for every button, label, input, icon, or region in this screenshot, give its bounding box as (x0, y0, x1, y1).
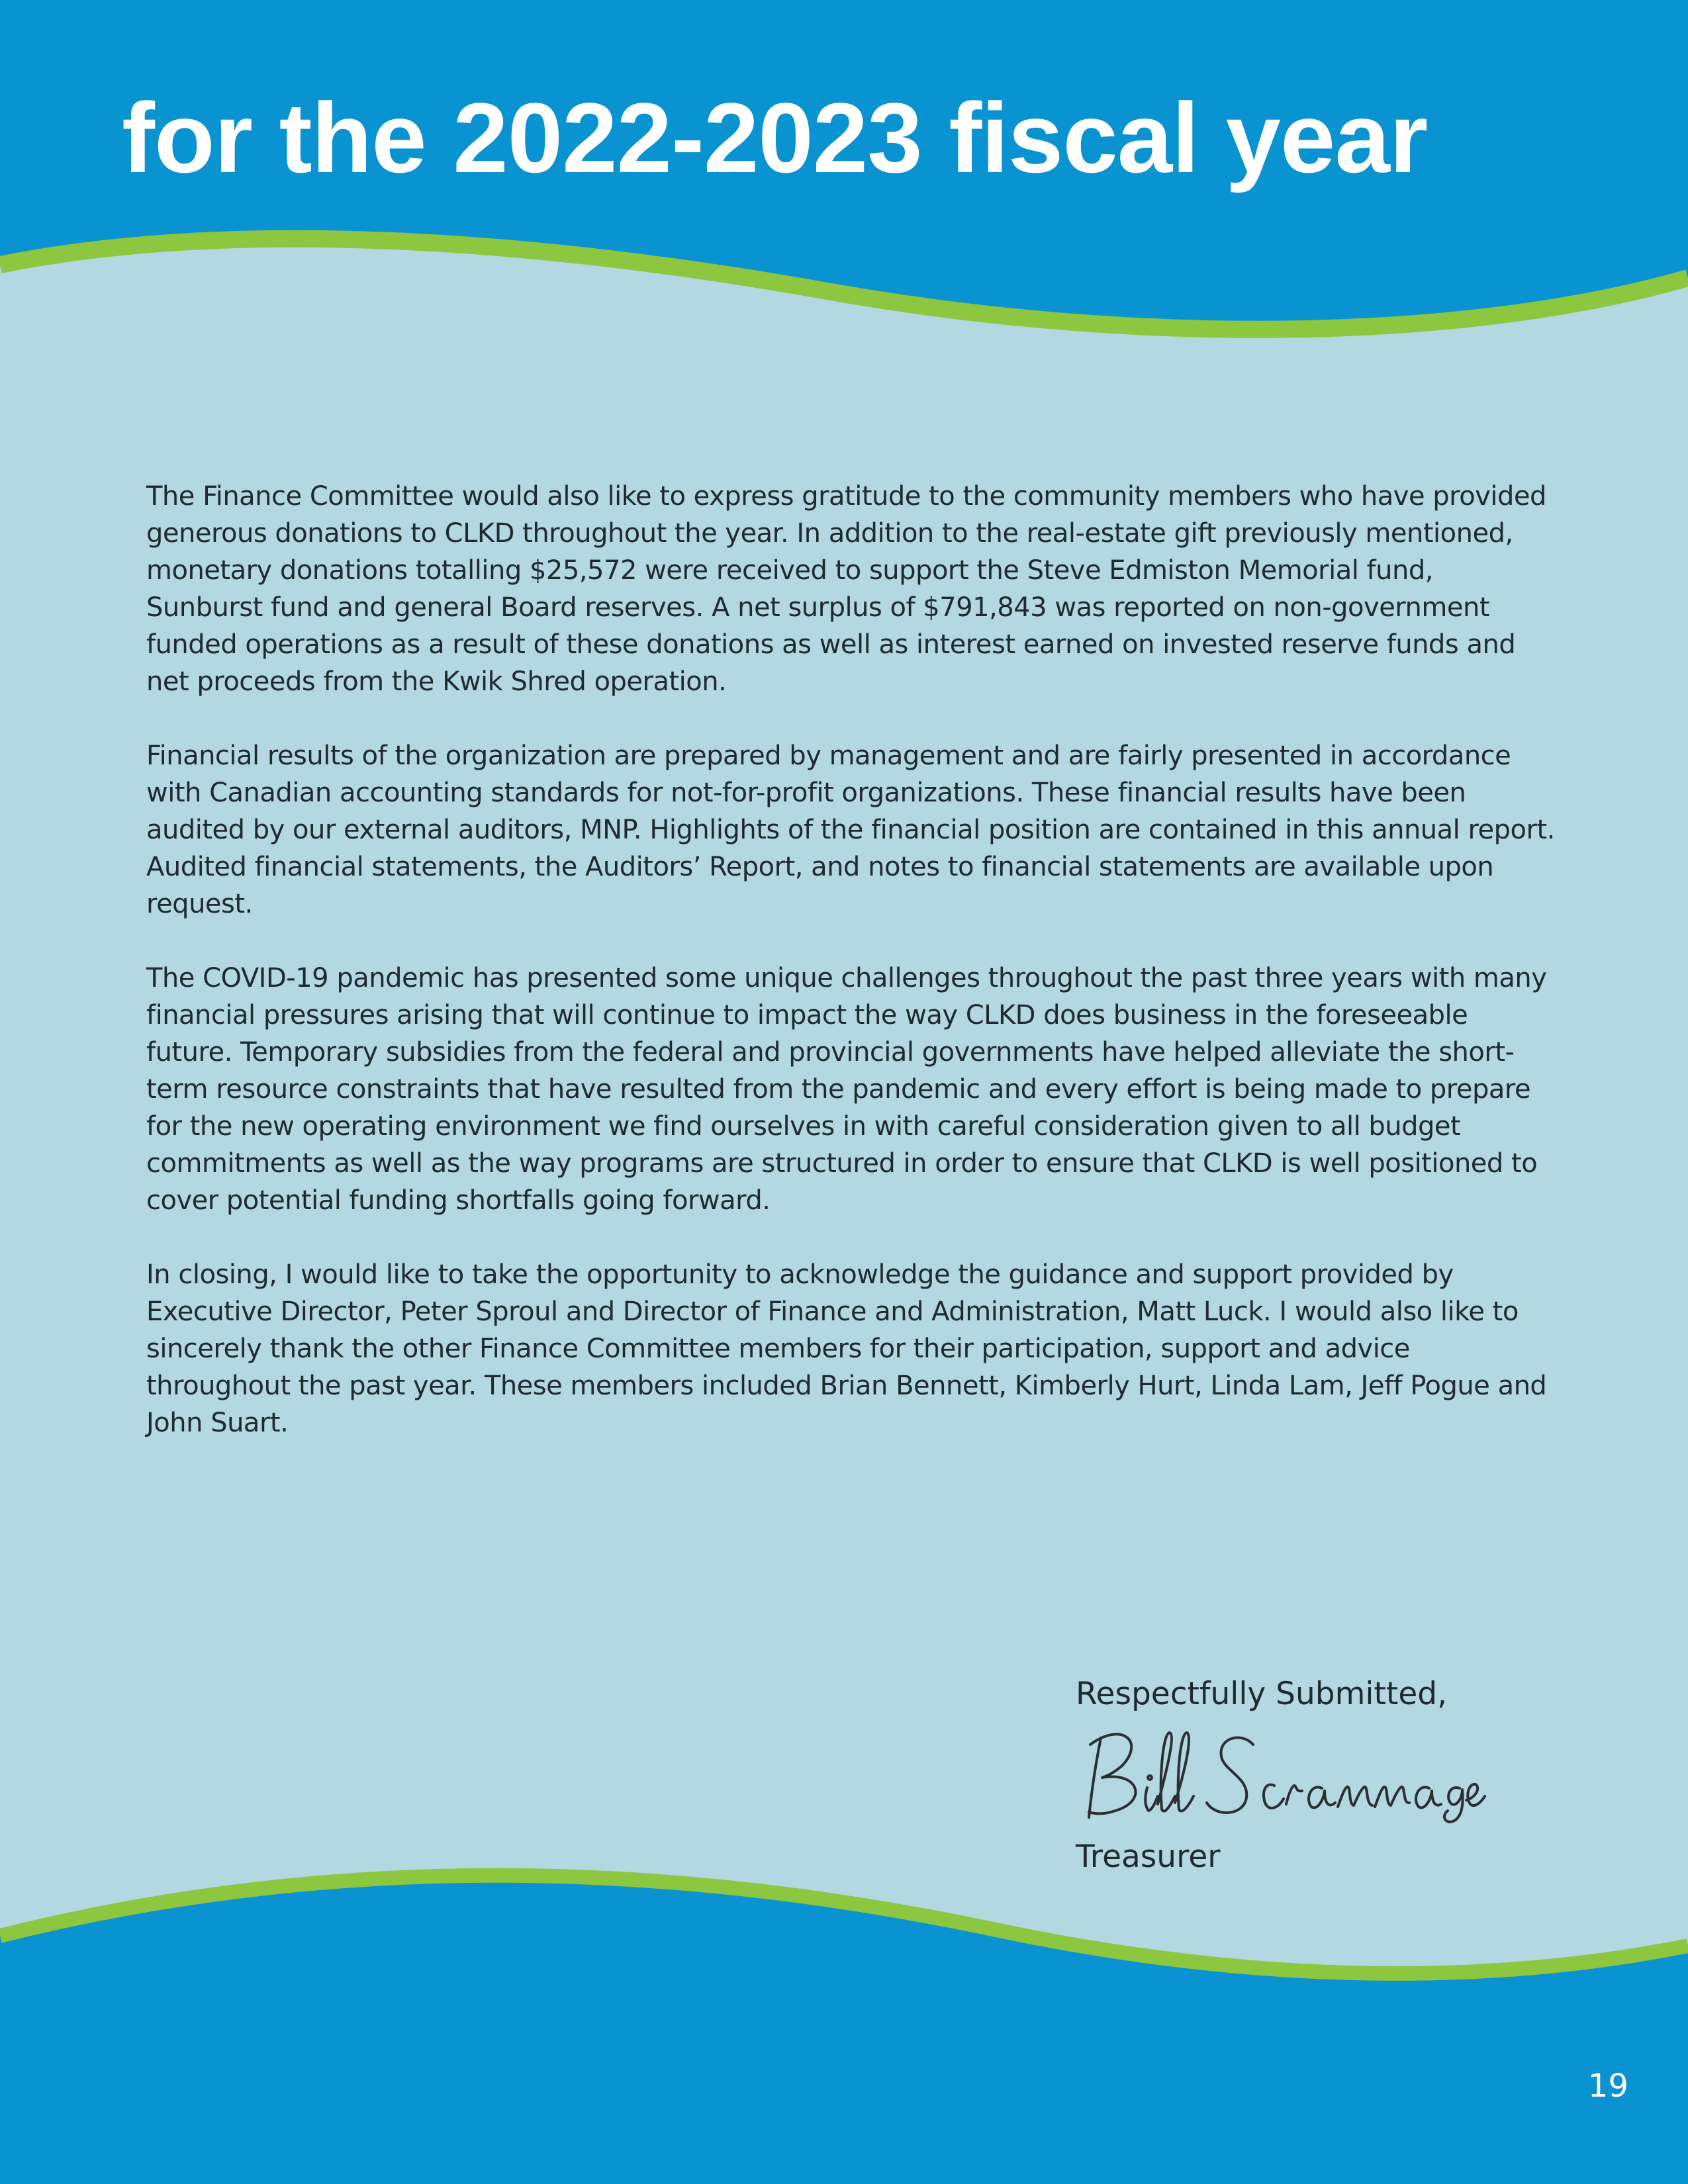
paragraph-financial-results: Financial results of the organization are prepared by management and are fairly presented in accordance with Canadian accounting standards for not-for-profit organizations. These financial results have been audited by our external auditors, MNP. Highlights of the financial position are contained in this annual report. Audited financial statements, the Auditors’ Report, and notes to financial statements are available upon request. (146, 741, 1555, 919)
closing-block (1076, 1668, 1539, 1884)
paragraph-covid-19: The COVID-19 pandemic has presented some unique challenges throughout the past three years with many financial pressures arising that will continue to impact the way CLKD does business in the foreseeable future. Temporary subsidies from the federal and provincial governments have helped alleviate the short-term resource constraints that have resulted from the pandemic and every effort is being made to prepare for the new operating environment we find ourselves in with careful consideration given to all budget commitments as well as the way programs are structured in order to ensure that CLKD is well positioned to cover potential funding shortfalls going forward. (146, 963, 1547, 1216)
paragraph-donations: The Finance Committee would also like to express gratitude to the community members who have provided generous donations to CLKD throughout the year. In addition to the real-estate gift previously mentioned, monetary donations totalling $25,572 were received to support the Steve Edmiston Memorial fund, Sunburst fund and general Board reserves. A net surplus of $791,843 was reported on non-government funded operations as a result of these donations as well as interest earned on invested reserve funds and net proceeds from the Kwik Shred operation. (146, 481, 1546, 697)
footer-wave-band (0, 1876, 1688, 2184)
page-number: 19 (1587, 2068, 1628, 2105)
signature (1076, 1725, 1486, 1824)
paragraph-closing: In closing, I would like to take the opportunity to acknowledge the guidance and support provided by Executive Director, Peter Sproul and Director of Finance and Administration, Matt Luck. I would also like to sincerely thank the other Finance Committee members for their participation, support and advice throughout the past year. These members included Brian Bennett, Kimberly Hurt, Linda Lam, Jeff Pogue and John Suart. (146, 1259, 1547, 1438)
sign-off: Respectfully Submitted, (1076, 1676, 1448, 1712)
role: Treasurer (1076, 1839, 1221, 1875)
body-text (146, 478, 1556, 1479)
page-title: for the 2022-2023 fiscal year (122, 82, 1428, 193)
